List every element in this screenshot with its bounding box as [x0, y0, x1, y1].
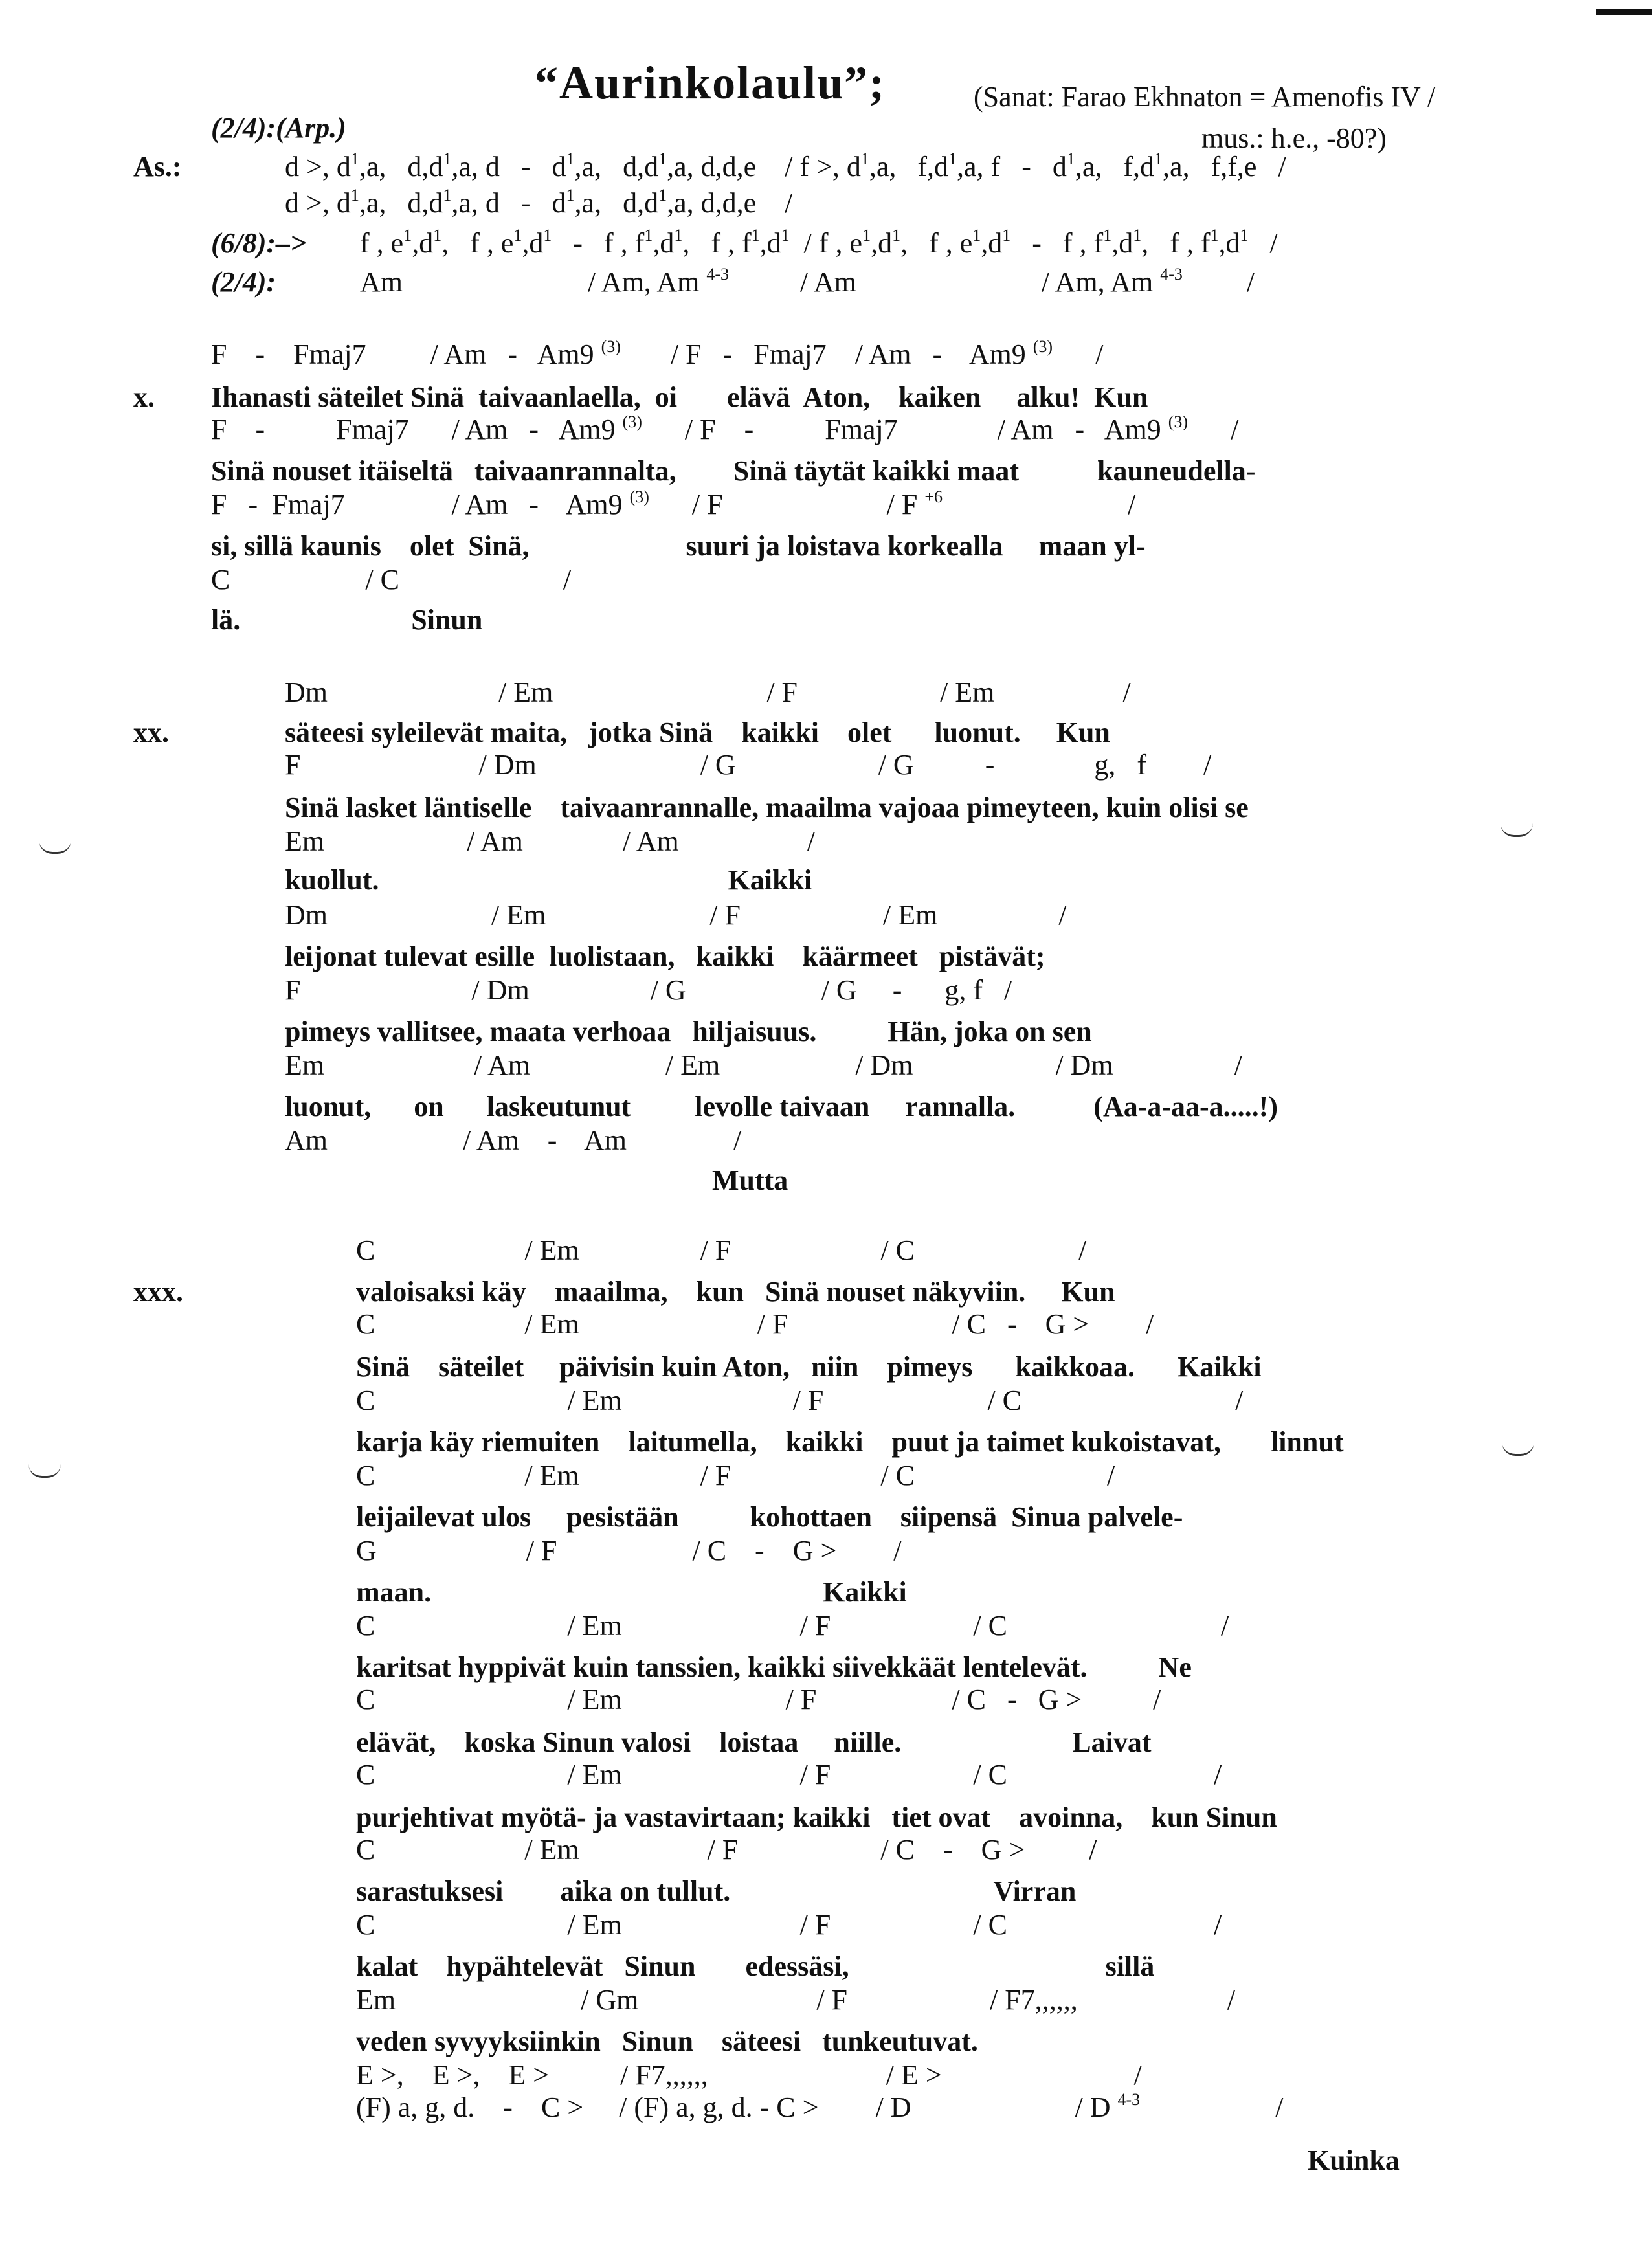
credits-line-1: (Sanat: Farao Ekhnaton = Amenofis IV / — [974, 81, 1436, 113]
lyric-line: kuollut. Kaikki — [285, 864, 812, 896]
chord-line: (F) a, g, d. - C > / (F) a, g, d. - C > / D / D $^{4-3}$ / — [356, 2090, 1284, 2123]
chord-line: d >, $d^1,a$, $d,d^1,a$, d - $d^1,a$, $d,d^1,a$, d,d,e / f >, $d^1,a$, $f,d^1,a$, f - $d^1,a$, $f,d^1,a$, f,f,e / — [285, 150, 1286, 183]
chord-line: F / Dm / G / G - g, f / — [285, 974, 1012, 1006]
lyric-line: leijailevat ulos pesistään kohottaen siipensä Sinua palvele- — [356, 1501, 1183, 1533]
time-signature-24: (2/4): — [211, 266, 276, 298]
lyric-line: sarastuksesi aika on tullut. Virran — [356, 1875, 1077, 1907]
chord-line: Dm / Em / F / Em / — [285, 899, 1067, 931]
chord-line: C / Em / F / C / — [356, 1610, 1229, 1642]
lyric-line: Sinä säteilet päivisin kuin Aton, niin pimeys kaikkoaa. Kaikki — [356, 1351, 1262, 1383]
margin-mark — [28, 1464, 61, 1478]
lyric-line: kalat hypähtelevät Sinun edessäsi, sillä — [356, 1950, 1155, 1982]
chord-line: C / Em / F / C / — [356, 1460, 1115, 1491]
chord-line: C / Em / F / C / — [356, 1234, 1087, 1266]
credits-line-2: mus.: h.e., -80?) — [1201, 122, 1387, 154]
chord-line: G / F / C - G > / — [356, 1535, 902, 1566]
chord-line: Am / Am, Am $^{4-3}$ / Am / Am, Am $^{4-3}$ / — [360, 265, 1255, 298]
chord-line: C / Em / F / C / — [356, 1759, 1222, 1790]
chord-line: f , $e^1,d^1$, f , $e^1,d^1$ - f , $f^1,d^1$, f , $f^1,d^1$ / f , $e^1,d^1$, f , $e^1,d^1$ - f , $f^1,d^1$, f , $f^1,d^1$ / — [360, 226, 1278, 259]
lyric-line: lä. Sinun — [211, 604, 483, 636]
lyric-line: luonut, on laskeutunut levolle taivaan rannalla. (Aa-a-aa-a.....!) — [285, 1091, 1278, 1122]
chord-line: Em / Am / Am / — [285, 825, 815, 857]
chord-line: F - Fmaj7 / Am - Am9 $^{(3)}$ / F / F $^{+6}$ / — [211, 487, 1136, 520]
chord-line: F - Fmaj7 / Am - Am9 $^{(3)}$ / F - Fmaj7 / Am - Am9 $^{(3)}$ / — [211, 412, 1239, 445]
intro-label: As.: — [133, 151, 182, 183]
lyric-line: Sinä lasket läntiselle taivaanrannalle, maailma vajoaa pimeyteen, kuin olisi se — [285, 792, 1249, 823]
time-signature-68: (6/8):–> — [211, 227, 307, 259]
chord-line: d >, $d^1,a$, $d,d^1,a$, d - $d^1,a$, $d,d^1,a$, d,d,e / — [285, 186, 793, 219]
lyric-line: säteesi syleilevät maita, jotka Sinä kaikki olet luonut. Kun — [285, 717, 1110, 748]
song-title: “Aurinkolaulu”; — [535, 57, 886, 109]
lyric-line: veden syvyyksiinkin Sinun säteesi tunkeutuvat. — [356, 2025, 978, 2057]
margin-mark — [1502, 1442, 1534, 1456]
margin-mark — [39, 840, 71, 854]
page-corner-mark — [1596, 9, 1652, 15]
lyric-line: pimeys vallitsee, maata verhoaa hiljaisuus. Hän, joka on sen — [285, 1016, 1092, 1047]
chord-line: C / Em / F / C / — [356, 1385, 1244, 1416]
verse-label-3: xxx. — [133, 1276, 183, 1308]
time-signature-arp: (2/4):(Arp.) — [211, 112, 346, 144]
lyric-line: Ihanasti säteilet Sinä taivaanlaella, oi elävä Aton, kaiken alku! Kun — [211, 381, 1148, 413]
chord-line: F / Dm / G / G - g, f / — [285, 749, 1212, 781]
verse-label-2: xx. — [133, 717, 169, 748]
lyric-line: Mutta — [712, 1165, 788, 1196]
lyric-line: maan. Kaikki — [356, 1576, 907, 1608]
chord-line: C / Em / F / C - G > / — [356, 1834, 1097, 1866]
lyric-line: karja käy riemuiten laitumella, kaikki puut ja taimet kukoistavat, linnut — [356, 1426, 1344, 1458]
lyric-line: purjehtivat myötä- ja vastavirtaan; kaikki tiet ovat avoinna, kun Sinun — [356, 1801, 1277, 1833]
verse-label-1: x. — [133, 381, 155, 413]
chord-line: Dm / Em / F / Em / — [285, 676, 1131, 708]
lyric-line: karitsat hyppivät kuin tanssien, kaikki siivekkäät lentelevät. Ne — [356, 1651, 1192, 1683]
lyric-line: Kuinka — [1308, 2145, 1400, 2176]
margin-mark — [1501, 823, 1533, 837]
chord-line: F - Fmaj7 / Am - Am9 $^{(3)}$ / F - Fmaj7 / Am - Am9 $^{(3)}$ / — [211, 337, 1104, 370]
chord-line: C / C / — [211, 564, 572, 596]
chord-line: Em / Gm / F / F7,,,,,, / — [356, 1984, 1235, 2016]
chord-line: C / Em / F / C / — [356, 1909, 1222, 1941]
chord-line: C / Em / F / C - G > / — [356, 1684, 1161, 1715]
lyric-line: leijonat tulevat esille luolistaan, kaikki käärmeet pistävät; — [285, 941, 1045, 972]
lyric-line: elävät, koska Sinun valosi loistaa niille. Laivat — [356, 1726, 1152, 1758]
lyric-line: valoisaksi käy maailma, kun Sinä nouset näkyviin. Kun — [356, 1276, 1115, 1308]
lyric-line: Sinä nouset itäiseltä taivaanrannalta, Sinä täytät kaikki maat kauneudella- — [211, 455, 1256, 487]
chord-line: Em / Am / Em / Dm / Dm / — [285, 1049, 1242, 1081]
chord-line: E >, E >, E > / F7,,,,,, / E > / — [356, 2059, 1142, 2091]
chord-line: C / Em / F / C - G > / — [356, 1308, 1154, 1340]
chord-line: Am / Am - Am / — [285, 1124, 742, 1156]
lyric-line: si, sillä kaunis olet Sinä, suuri ja loistava korkealla maan yl- — [211, 530, 1146, 562]
